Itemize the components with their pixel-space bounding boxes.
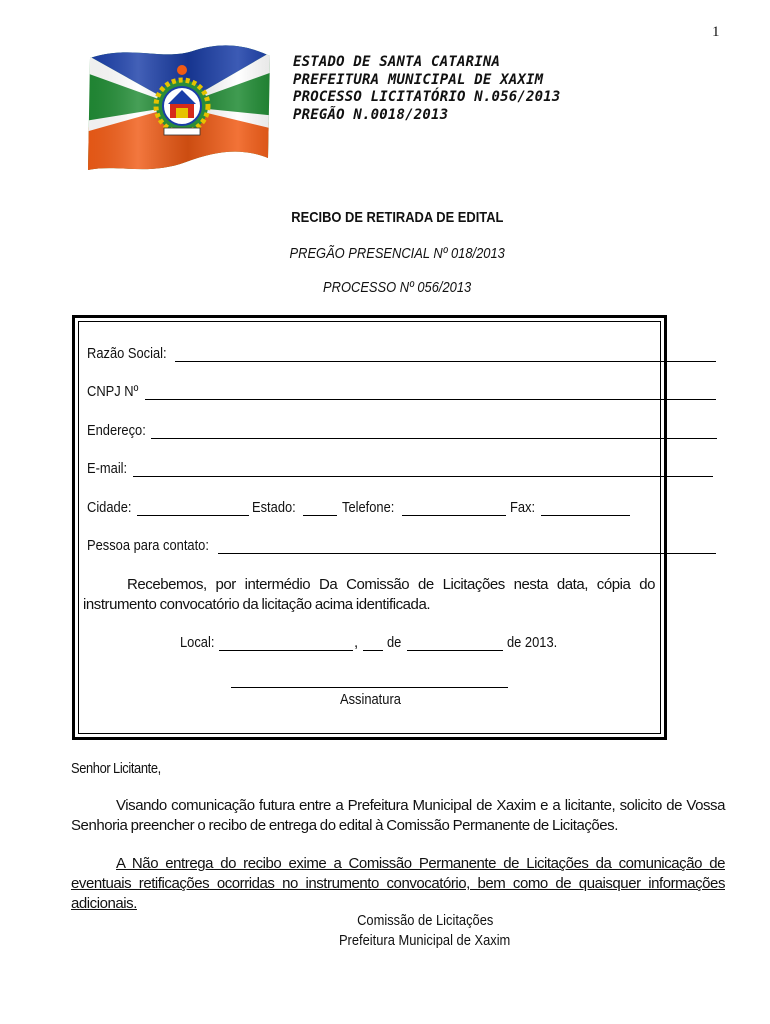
header-line-process: PROCESSO LICITATÓRIO N.056/2013 xyxy=(293,89,561,105)
receipt-form-box xyxy=(72,315,667,740)
receipt-subtitle-pregao: PREGÃO PRESENCIAL Nº 018/2013 xyxy=(289,245,506,262)
header-block xyxy=(293,54,561,124)
signature-line[interactable] xyxy=(231,687,508,688)
fax-line[interactable] xyxy=(541,515,630,516)
cidade-line[interactable] xyxy=(137,515,249,516)
local-date-row: Local: , de de 2013. xyxy=(180,634,558,651)
municipal-flag-logo xyxy=(78,40,278,180)
receipt-subtitle-processo: PROCESSO Nº 056/2013 xyxy=(323,279,472,296)
header-line-prefecture: PREFEITURA MUNICIPAL DE XAXIM xyxy=(293,71,544,88)
letter-salutation: Senhor Licitante, xyxy=(71,760,161,777)
estado-line[interactable] xyxy=(303,515,337,516)
letter-paragraph-1: Visando comunicação futura entre a Prefeitura Municipal de Xaxim e a licitante, solicito de Vossa Senhoria preencher o recibo de entrega do edital à Comissão Permanente de Licitações. xyxy=(71,797,725,834)
header-line-state: ESTADO DE SANTA CATARINA xyxy=(293,54,501,70)
header-line-pregao: PREGÃO N.0018/2013 xyxy=(293,106,449,123)
receipt-statement: Recebemos, por intermédio Da Comissão de Licitações nesta data, cópia do instrumento convocatório da licitação acima identificada. xyxy=(83,576,655,613)
receipt-title: RECIBO DE RETIRADA DE EDITAL xyxy=(291,209,504,226)
email-line[interactable] xyxy=(133,476,713,477)
endereco-line[interactable] xyxy=(151,438,717,439)
letter-paragraph-2: A Não entrega do recibo exime a Comissão Permanente de Licitações da comunicação de eventuais retificações ocorridas no instrumento convocatório, bem como de quaisquer informações adicionais. xyxy=(71,855,725,912)
local-line[interactable] xyxy=(219,650,353,651)
cnpj-line[interactable] xyxy=(145,399,716,400)
page-number: 1 xyxy=(712,24,720,40)
razao-social-line[interactable] xyxy=(175,361,716,362)
cidade-estado-telefone-fax-row: Cidade: Estado: Telefone: Fax: xyxy=(87,499,647,519)
month-line[interactable] xyxy=(407,650,503,651)
signature-label: Assinatura xyxy=(339,691,401,708)
day-line[interactable] xyxy=(363,650,383,651)
telefone-line[interactable] xyxy=(402,515,506,516)
pessoa-contato-line[interactable] xyxy=(218,553,716,554)
closing-committee: Comissão de Licitações xyxy=(356,912,494,929)
closing-prefecture: Prefeitura Municipal de Xaxim xyxy=(339,932,511,949)
